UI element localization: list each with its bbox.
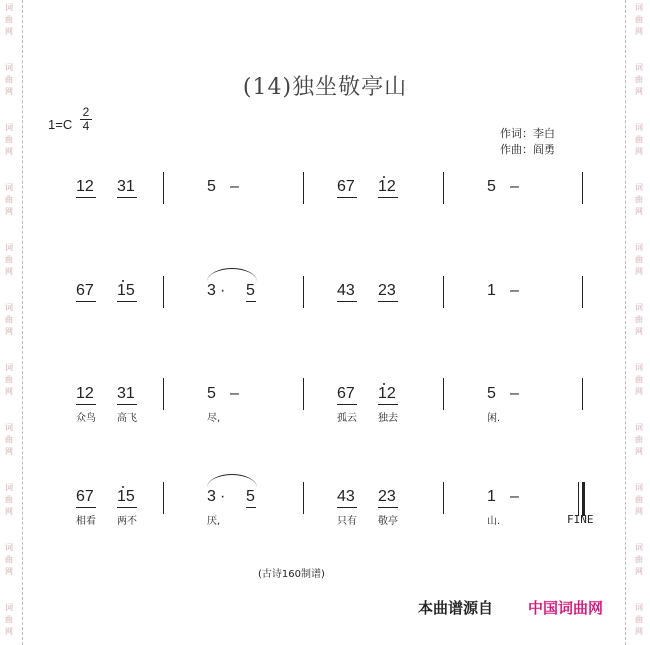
bar-line [163,482,164,514]
underline-beam [246,507,256,508]
lyric: 闲. [487,413,501,424]
lyric: 众鸟 [76,413,96,424]
footer-prefix: 本曲谱源自 [418,599,494,617]
watermark: 词曲网 [635,363,643,396]
note-group: 67 [76,282,94,299]
time-top: 2 [80,106,92,120]
watermark: 词曲网 [5,243,13,276]
watermark: 词曲网 [5,363,13,396]
lyric: 只有 [337,516,357,527]
lyric: 山. [487,516,501,527]
high-octave-dot [122,486,124,488]
watermark: 词曲网 [5,303,13,336]
bar-line [443,276,444,308]
lyricist-credit: 作词：李白 [500,127,555,140]
watermark: 词曲网 [635,303,643,336]
lyric: 两不 [117,516,137,527]
watermark: 词曲网 [635,483,643,516]
underline-beam [378,507,398,508]
note: 5 [207,178,216,195]
underline-beam [337,404,357,405]
augmentation-dot: · [220,488,226,505]
underline-beam [117,301,137,302]
high-octave-dot [122,280,124,282]
lyric: 独去 [378,413,398,424]
underline-beam [117,507,137,508]
composer-credit: 作曲：阎勇 [500,143,555,156]
bar-line [582,172,583,204]
note-group: 12 [378,178,396,195]
augmentation-dot: · [220,282,226,299]
underline-beam [76,197,96,198]
note: 5 [246,282,255,299]
bar-line [443,172,444,204]
watermark: 词曲网 [5,543,13,576]
lyric: 相看 [76,516,96,527]
lyric: 孤云 [337,413,357,424]
watermark: 词曲网 [635,63,643,96]
bar-line [163,172,164,204]
note: 1 [487,282,496,299]
time-bottom: 4 [82,119,90,133]
note-group: 67 [337,178,355,195]
watermark: 词曲网 [635,123,643,156]
underline-beam [76,507,96,508]
note: 5 [207,385,216,402]
final-bar-thick [582,482,585,516]
watermark: 词曲网 [5,183,13,216]
fine-mark: FINE [567,513,594,526]
note: 3 [207,282,216,299]
underline-beam [117,197,137,198]
source-note: (古诗160制谱) [258,569,325,580]
dash: – [510,178,519,195]
high-octave-dot [383,383,385,385]
note: 3 [207,488,216,505]
underline-beam [337,301,357,302]
final-bar-thin [578,482,579,516]
underline-beam [76,301,96,302]
lyric: 高飞 [117,413,137,424]
note-group: 31 [117,385,135,402]
bar-line [303,276,304,308]
note-group: 23 [378,488,396,505]
bar-line [443,482,444,514]
footer-site-link[interactable]: 中国词曲网 [528,599,604,617]
lyric: 尽, [207,413,221,424]
note-group: 23 [378,282,396,299]
underline-beam [76,404,96,405]
bar-line [163,276,164,308]
lyric: 敬亭 [378,516,398,527]
note-group: 12 [76,385,94,402]
note-group: 67 [337,385,355,402]
dash: – [510,385,519,402]
note: 5 [487,385,496,402]
bar-line [303,378,304,410]
bar-line [303,172,304,204]
watermark: 词曲网 [635,423,643,456]
note-group: 43 [337,488,355,505]
lyric: 厌, [207,516,221,527]
dash: – [510,282,519,299]
note-group: 67 [76,488,94,505]
note: 1 [487,488,496,505]
note-group: 43 [337,282,355,299]
underline-beam [378,301,398,302]
bar-line [582,378,583,410]
note-group: 12 [76,178,94,195]
watermark: 词曲网 [635,183,643,216]
watermark: 词曲网 [635,243,643,276]
watermark: 词曲网 [635,543,643,576]
bar-line [303,482,304,514]
note-group: 31 [117,178,135,195]
underline-beam [337,197,357,198]
note-group: 15 [117,282,135,299]
dash: – [230,178,239,195]
underline-beam [246,301,256,302]
dash: – [510,488,519,505]
time-signature [80,106,92,133]
underline-beam [378,197,398,198]
note-group: 15 [117,488,135,505]
watermark: 词曲网 [5,603,13,636]
watermark: 词曲网 [5,123,13,156]
watermark: 词曲网 [5,63,13,96]
high-octave-dot [383,176,385,178]
watermark: 词曲网 [635,3,643,36]
underline-beam [117,404,137,405]
bar-line [582,276,583,308]
underline-beam [337,507,357,508]
note-group: 12 [378,385,396,402]
watermark: 词曲网 [5,423,13,456]
watermark: 词曲网 [5,483,13,516]
key-signature: 1=C [48,117,73,132]
note: 5 [487,178,496,195]
song-title: (14)独坐敬亭山 [242,75,408,100]
note: 5 [246,488,255,505]
bar-line [443,378,444,410]
watermark: 词曲网 [5,3,13,36]
underline-beam [378,404,398,405]
watermark: 词曲网 [635,603,643,636]
bar-line [163,378,164,410]
dash: – [230,385,239,402]
